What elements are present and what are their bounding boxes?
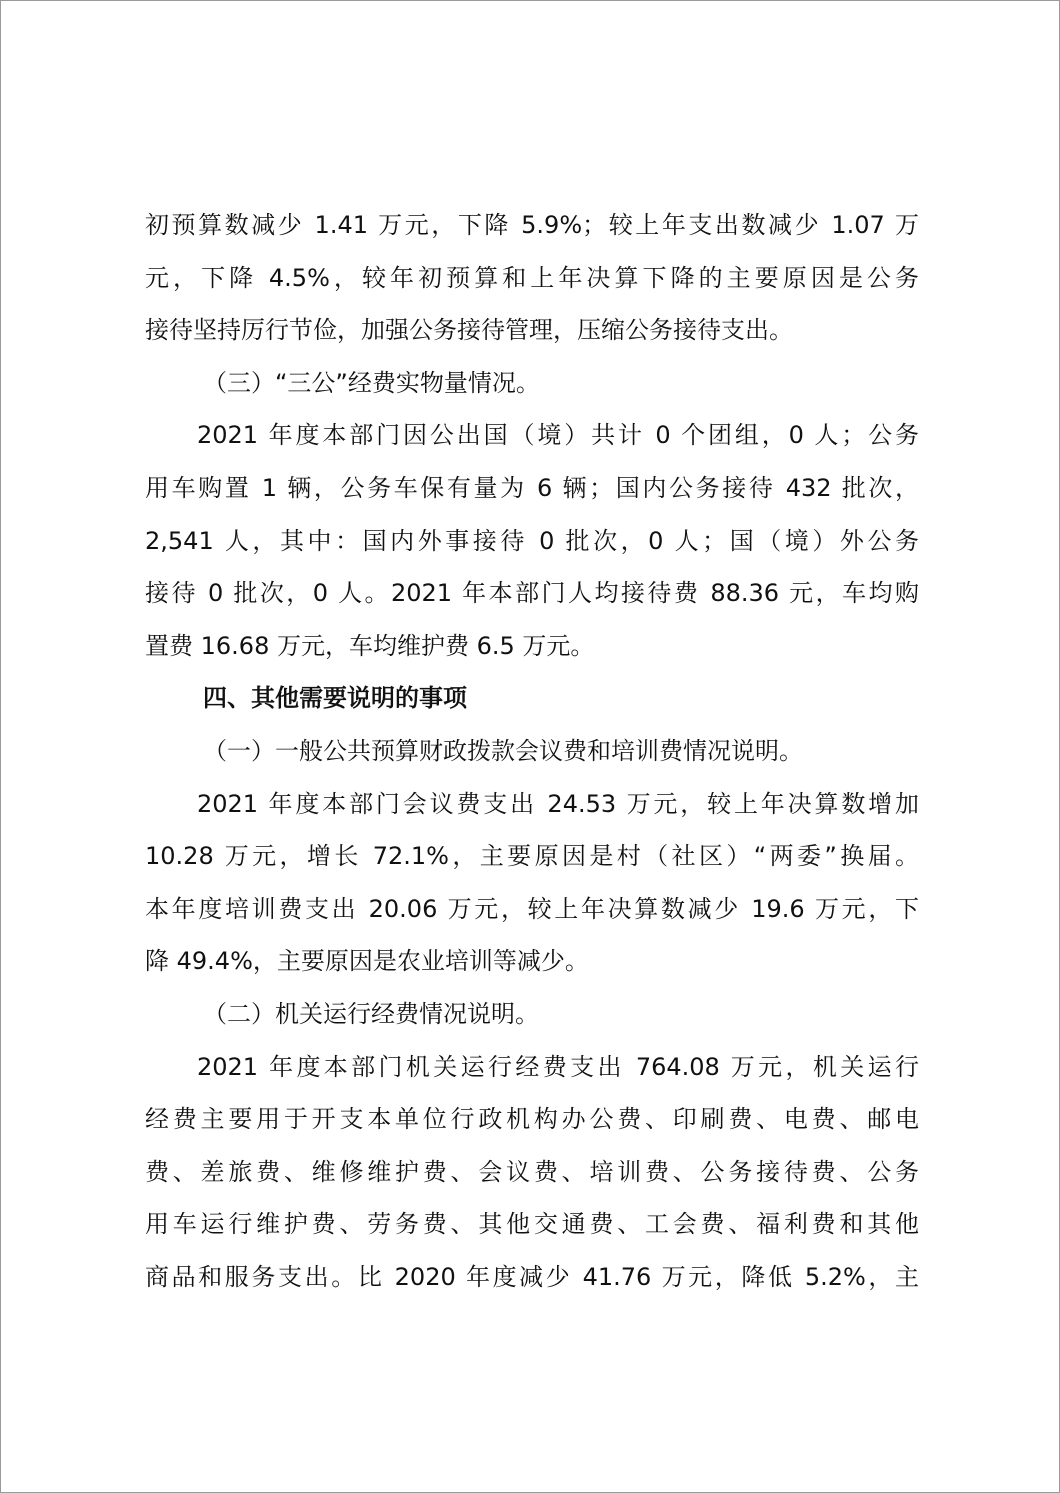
paragraph-line: 10.28 万元，增长 72.1%，主要原因是村（社区）“两委”换届。 bbox=[145, 842, 919, 871]
paragraph-line: 商品和服务支出。比 2020 年度减少 41.76 万元，降低 5.2%，主 bbox=[145, 1262, 919, 1291]
paragraph-line: 2,541 人，其中：国内外事接待 0 批次，0 人；国（境）外公务 bbox=[145, 526, 919, 555]
subsection-heading: （一）一般公共预算财政拨款会议费和培训费情况说明。 bbox=[203, 736, 803, 765]
paragraph-line: 用车购置 1 辆，公务车保有量为 6 辆；国内公务接待 432 批次， bbox=[145, 473, 919, 502]
paragraph-line: 费、差旅费、维修维护费、会议费、培训费、公务接待费、公务 bbox=[145, 1157, 919, 1186]
paragraph-line: 元，下降 4.5%，较年初预算和上年决算下降的主要原因是公务 bbox=[145, 263, 919, 292]
document-body bbox=[145, 199, 919, 1303]
paragraph-line: 用车运行维护费、劳务费、其他交通费、工会费、福利费和其他 bbox=[145, 1210, 919, 1239]
section-heading: 四、其他需要说明的事项 bbox=[203, 684, 467, 713]
paragraph-line: 置费 16.68 万元，车均维护费 6.5 万元。 bbox=[145, 631, 595, 660]
paragraph-line: 2021 年度本部门机关运行经费支出 764.08 万元，机关运行 bbox=[197, 1052, 919, 1081]
paragraph-line: 2021 年度本部门因公出国（境）共计 0 个团组，0 人；公务 bbox=[197, 421, 919, 450]
paragraph-line: 接待 0 批次，0 人。2021 年本部门人均接待费 88.36 元，车均购 bbox=[145, 579, 919, 608]
paragraph-line: 接待坚持厉行节俭，加强公务接待管理，压缩公务接待支出。 bbox=[145, 316, 793, 345]
subsection-heading: （二）机关运行经费情况说明。 bbox=[203, 999, 539, 1028]
paragraph-line: 经费主要用于开支本单位行政机构办公费、印刷费、电费、邮电 bbox=[145, 1105, 919, 1134]
paragraph-line: 本年度培训费支出 20.06 万元，较上年决算数减少 19.6 万元，下 bbox=[145, 894, 919, 923]
paragraph-line: 降 49.4%，主要原因是农业培训等减少。 bbox=[145, 947, 589, 976]
subsection-heading: （三）“三公”经费实物量情况。 bbox=[203, 368, 540, 397]
paragraph-line: 初预算数减少 1.41 万元，下降 5.9%；较上年支出数减少 1.07 万 bbox=[145, 211, 919, 239]
paragraph-line: 2021 年度本部门会议费支出 24.53 万元，较上年决算数增加 bbox=[197, 789, 919, 818]
